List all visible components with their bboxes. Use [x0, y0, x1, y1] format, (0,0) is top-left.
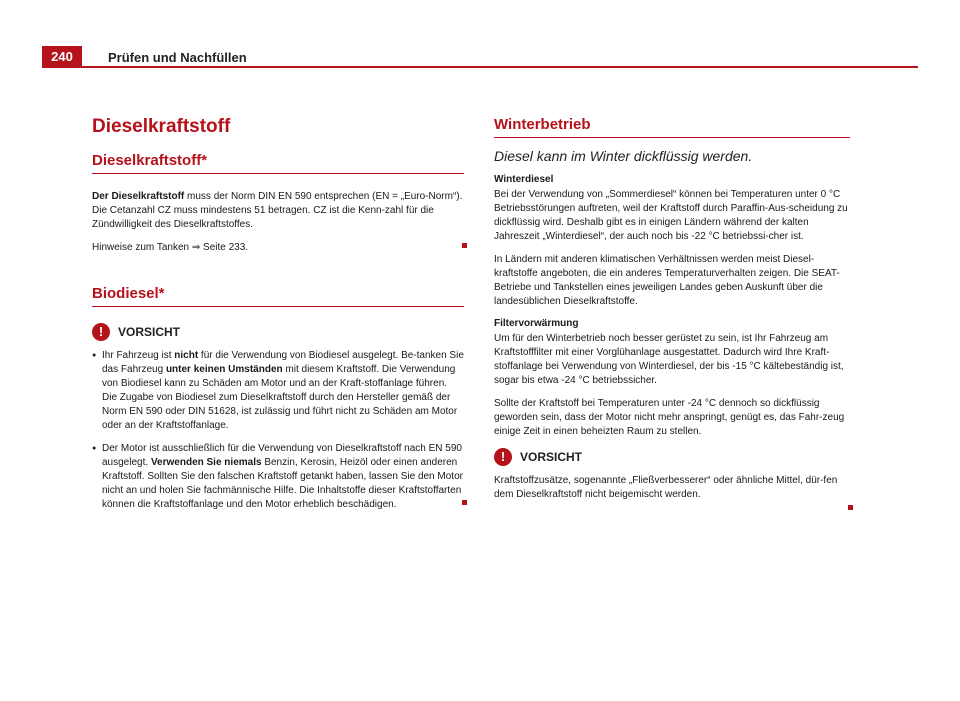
warning-bullet-1 [92, 349, 464, 433]
warning-header [92, 323, 464, 341]
exclamation-circle-icon: ! [92, 323, 110, 341]
warning-header [494, 448, 850, 466]
subheading-winterdiesel: Winterdiesel [494, 174, 554, 185]
bullet-text: mit diesem Kraftstoff. Die Verwendung von Biodiesel kann zu Schäden am Motor und an der Kraft-stoffanlage führen. Die Zugabe von Biodiesel zum Dieselkraftstoff durch den Hersteller gemäß der Norm EN 590 oder DIN 51628, ist zulässig und führt nicht zu Schäden am Motor oder an der Kraftstoffanlage. [102, 364, 458, 431]
bullet-text: Ihr Fahrzeug ist [102, 350, 175, 361]
bullet-text: Der Motor ist ausschließlich für die Verwendung von Dieselkraftstoff nach EN 590 ausgelegt. [102, 443, 462, 468]
paragraph-diesel-norm [92, 190, 464, 232]
exclamation-circle-icon: ! [494, 448, 512, 466]
bullet-bold: unter keinen Umständen [165, 364, 283, 375]
page-number: 240 [42, 46, 82, 68]
warning-label: VORSICHT [118, 325, 181, 339]
paragraph-cold-start: Sollte der Kraftstoff bei Temperaturen unter -24 °C dennoch so dickflüssig geworden sein, dass der Motor nicht mehr anspringt, genügt es, das Fahr-zeug einige Zeit in einen beheizten Raum zu stellen. [494, 398, 845, 437]
paragraph-filter-preheating: Um für den Winterbetrieb noch besser gerüstet zu sein, ist Ihr Fahrzeug am Kraftstofffilter mit einer Vorglühanlage ausgestattet. Dadurch wird Ihre Kraft-stoffanlage bei Verwendung von Winterdiesel, der bis -15 °C kältebeständig ist, sogar bis etwa -24 °C betriebssicher. [494, 333, 844, 386]
lead-sentence: Diesel kann im Winter dickflüssig werden. [494, 148, 753, 164]
bold-term: Der Dieselkraftstoff [92, 191, 185, 202]
section-heading-winterbetrieb: Winterbetrieb [494, 116, 850, 138]
bullet-text: für die Verwendung von Biodiesel ausgelegt. Be-tanken Sie das Fahrzeug [102, 350, 464, 375]
bullet-bold: Verwenden Sie niemals [150, 457, 262, 468]
section-end-mark [462, 500, 467, 505]
section-heading-dieselkraftstoff: Dieselkraftstoff* [92, 152, 464, 174]
bullet-text: Benzin, Kerosin, Heizöl oder einen anderen Kraftstoff. Sollten Sie den falschen Kraftstoff getankt haben, lassen Sie den Motor nicht an und holen Sie fachmännische Hilfe. Die Inhaltstoffe dieser Kraftstoffarten können die Kraftstoffanlage und den Motor erheblich beschädigen. [102, 457, 463, 510]
paragraph-refuel-hint: Hinweise zum Tanken ⇒ Seite 233. [92, 242, 249, 253]
section-heading-biodiesel: Biodiesel* [92, 285, 464, 307]
warning-label: VORSICHT [520, 450, 583, 464]
section-end-mark [462, 243, 467, 248]
running-header-title: Prüfen und Nachfüllen [108, 50, 247, 65]
paragraph-other-climates: In Ländern mit anderen klimatischen Verhältnissen werden meist Diesel-kraftstoffe angeboten, die ein anderes Temperaturverhalten zeigen. Die SEAT-Betriebe und Tankstellen eines jeweiligen Landes geben Auskunft über die landesüblichen Dieselkraftstoffe. [494, 254, 840, 307]
chapter-title: Dieselkraftstoff [92, 116, 231, 137]
paragraph-winterdiesel: Bei der Verwendung von „Sommerdiesel“ können bei Temperaturen unter 0 °C Betriebsstörungen auftreten, weil der Kraftstoff durch Paraffin-Aus-scheidung zu dickflüssig wird. Deshalb gibt es in einigen Ländern während der kalten Jahreszeit „Winterdiesel“, der auch noch bis -22 °C betriebssi-cher ist. [494, 189, 848, 242]
paragraph-text: muss der Norm DIN EN 590 entsprechen (EN = „Euro-Norm“). Die Cetanzahl CZ muss mindestens 51 betragen. CZ ist die Kenn-zahl für die Zündwilligkeit des Dieselkraftstoffes. [92, 191, 463, 230]
warning-text-additives: Kraftstoffzusätze, sogenannte „Fließverbesserer“ oder ähnliche Mittel, dür-fen dem Dieselkraftstoff nicht beigemischt werden. [494, 475, 838, 500]
bullet-bold: nicht [174, 350, 199, 361]
header-rule [42, 66, 918, 68]
section-end-mark [848, 505, 853, 510]
right-column [494, 110, 850, 511]
left-column [92, 110, 464, 521]
warning-bullet-2 [92, 442, 464, 512]
subheading-filtervorwaermung: Filtervorwärmung [494, 318, 579, 329]
